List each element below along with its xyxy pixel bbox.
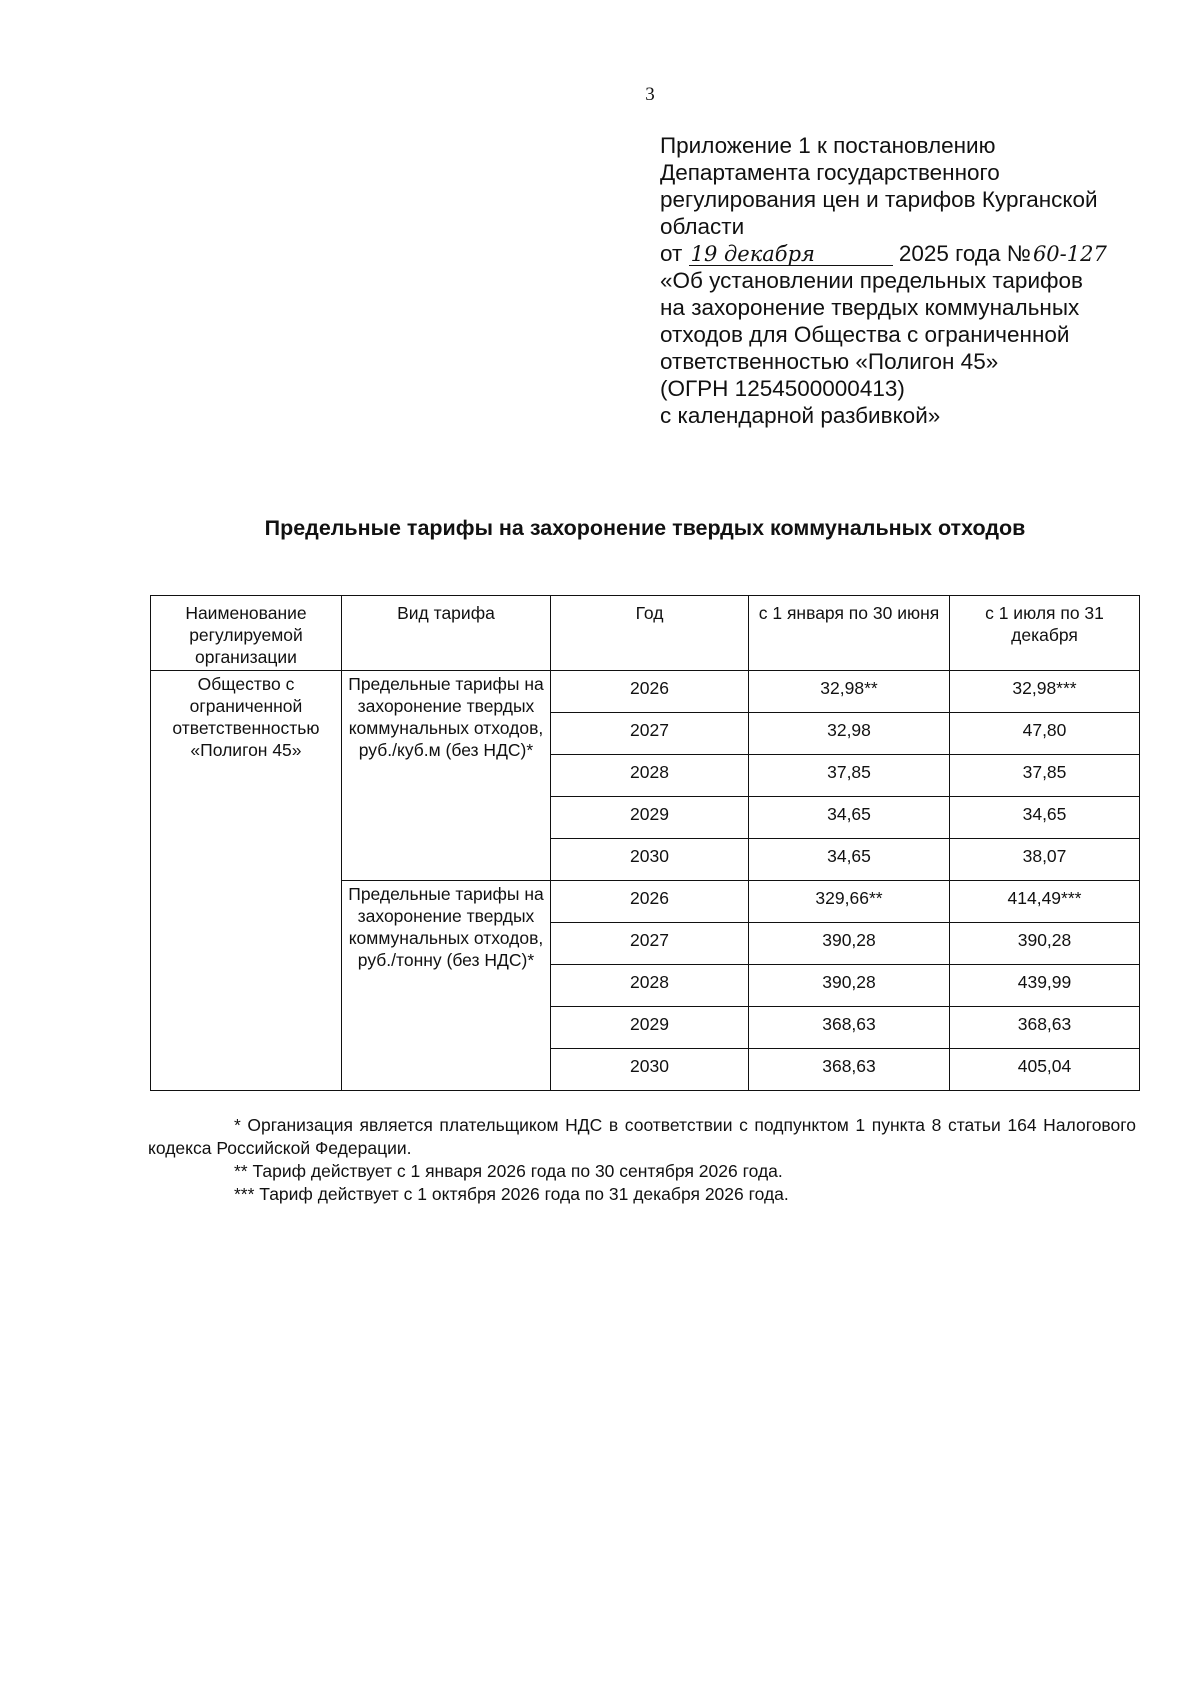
footnote-second-period: *** Тариф действует с 1 октября 2026 года по 31 декабря 2026 года. bbox=[234, 1184, 789, 1204]
second-half-cell: 47,80 bbox=[950, 713, 1140, 755]
first-half-cell: 34,65 bbox=[749, 839, 950, 881]
first-half-cell: 32,98** bbox=[749, 671, 950, 713]
table-row bbox=[151, 671, 1140, 713]
year-cell: 2026 bbox=[551, 881, 749, 923]
first-half-cell: 329,66** bbox=[749, 881, 950, 923]
annex-subject-line: отходов для Общества с ограниченной bbox=[660, 322, 1070, 347]
year-cell: 2027 bbox=[551, 923, 749, 965]
annex-subject-line: «Об установлении предельных тарифов bbox=[660, 268, 1083, 293]
second-half-cell: 405,04 bbox=[950, 1049, 1140, 1091]
annex-line: области bbox=[660, 214, 745, 239]
annex-header bbox=[660, 132, 1170, 429]
first-half-cell: 37,85 bbox=[749, 755, 950, 797]
annex-subject-line: ответственностью «Полигон 45» bbox=[660, 349, 999, 374]
year-cell: 2029 bbox=[551, 1007, 749, 1049]
header-year: Год bbox=[551, 596, 749, 671]
first-half-cell: 32,98 bbox=[749, 713, 950, 755]
annex-subject-line: (ОГРН 1254500000413) bbox=[660, 376, 905, 401]
first-half-cell: 368,63 bbox=[749, 1007, 950, 1049]
second-half-cell: 414,49*** bbox=[950, 881, 1140, 923]
header-tariff-type: Вид тарифа bbox=[341, 596, 550, 671]
header-first-half: с 1 января по 30 июня bbox=[749, 596, 950, 671]
year-text: 2025 года № bbox=[898, 241, 1031, 266]
organization-cell: Общество с ограниченной ответственностью «Полигон 45» bbox=[151, 671, 342, 1091]
handwritten-date: 19 декабря bbox=[689, 243, 893, 266]
second-half-cell: 32,98*** bbox=[950, 671, 1140, 713]
second-half-cell: 390,28 bbox=[950, 923, 1140, 965]
first-half-cell: 390,28 bbox=[749, 965, 950, 1007]
footnote-vat: * Организация является плательщиком НДС в соответствии с подпунктом 1 пункта 8 статьи 164 Налогового кодекса Российской Федерации. bbox=[148, 1115, 1136, 1158]
year-cell: 2029 bbox=[551, 797, 749, 839]
first-half-cell: 34,65 bbox=[749, 797, 950, 839]
table-header-row bbox=[151, 596, 1140, 671]
handwritten-number: 60-127 bbox=[1032, 242, 1107, 266]
year-cell: 2026 bbox=[551, 671, 749, 713]
first-half-cell: 390,28 bbox=[749, 923, 950, 965]
annex-subject-line: с календарной разбивкой» bbox=[660, 403, 941, 428]
annex-subject-line: на захоронение твердых коммунальных bbox=[660, 295, 1080, 320]
date-prefix: от bbox=[660, 241, 683, 266]
year-cell: 2027 bbox=[551, 713, 749, 755]
second-half-cell: 439,99 bbox=[950, 965, 1140, 1007]
footnote-first-period: ** Тариф действует с 1 января 2026 года по 30 сентября 2026 года. bbox=[234, 1161, 783, 1181]
document-title: Предельные тарифы на захоронение твердых коммунальных отходов bbox=[264, 516, 1026, 540]
second-half-cell: 368,63 bbox=[950, 1007, 1140, 1049]
page-number: 3 bbox=[645, 84, 655, 105]
annex-date-line bbox=[660, 240, 1170, 267]
tariff-type-cell: Предельные тарифы на захоронение твердых коммунальных отходов, руб./тонну (без НДС)* bbox=[341, 881, 550, 1091]
second-half-cell: 37,85 bbox=[950, 755, 1140, 797]
second-half-cell: 34,65 bbox=[950, 797, 1140, 839]
annex-line: Департамента государственного bbox=[660, 160, 1000, 185]
annex-line: регулирования цен и тарифов Курганской bbox=[660, 187, 1098, 212]
year-cell: 2030 bbox=[551, 839, 749, 881]
header-second-half: с 1 июля по 31 декабря bbox=[950, 596, 1140, 671]
footnotes bbox=[148, 1114, 1136, 1206]
tariffs-table bbox=[150, 595, 1140, 1091]
annex-line: Приложение 1 к постановлению bbox=[660, 133, 996, 158]
first-half-cell: 368,63 bbox=[749, 1049, 950, 1091]
second-half-cell: 38,07 bbox=[950, 839, 1140, 881]
year-cell: 2030 bbox=[551, 1049, 749, 1091]
tariff-type-cell: Предельные тарифы на захоронение твердых коммунальных отходов, руб./куб.м (без НДС)* bbox=[341, 671, 550, 881]
year-cell: 2028 bbox=[551, 965, 749, 1007]
year-cell: 2028 bbox=[551, 755, 749, 797]
header-organization: Наименование регулируемой организации bbox=[151, 596, 342, 671]
